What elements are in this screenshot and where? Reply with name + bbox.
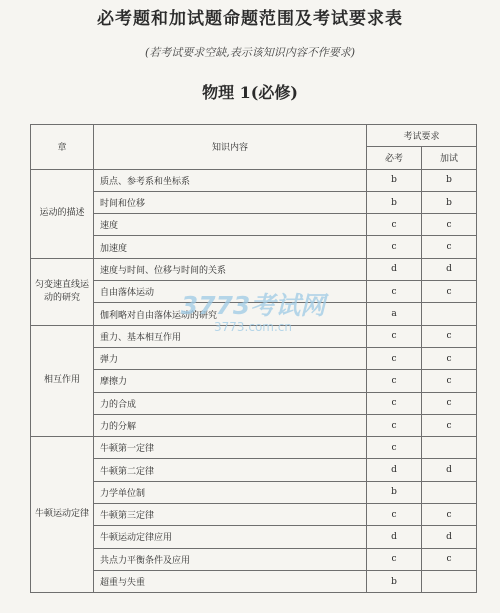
table-row (31, 548, 477, 570)
table-row (31, 392, 477, 414)
additional-grade-cell: c (422, 325, 477, 347)
topic-cell: 牛顿第二定律 (94, 459, 367, 481)
required-grade-cell: c (367, 392, 422, 414)
additional-grade-cell: c (422, 370, 477, 392)
table-row (31, 169, 477, 191)
required-grade-cell: c (367, 437, 422, 459)
additional-grade-cell: b (422, 169, 477, 191)
additional-grade-cell: c (422, 392, 477, 414)
chapter-cell: 相互作用 (31, 325, 94, 436)
additional-grade-cell: c (422, 214, 477, 236)
required-grade-cell: b (367, 191, 422, 213)
requirements-table (30, 124, 477, 593)
topic-cell: 伽利略对自由落体运动的研究 (94, 303, 367, 325)
required-grade-cell: b (367, 169, 422, 191)
table-row (31, 459, 477, 481)
required-grade-cell: c (367, 548, 422, 570)
topic-cell: 弹力 (94, 347, 367, 369)
additional-grade-cell (422, 481, 477, 503)
topic-cell: 牛顿运动定律应用 (94, 526, 367, 548)
additional-grade-cell: d (422, 526, 477, 548)
required-grade-cell: a (367, 303, 422, 325)
document-subtitle: (若考试要求空缺,表示该知识内容不作要求) (144, 46, 356, 59)
additional-grade-cell (422, 570, 477, 592)
additional-grade-cell (422, 437, 477, 459)
table-row (31, 504, 477, 526)
topic-cell: 共点力平衡条件及应用 (94, 548, 367, 570)
required-grade-cell: b (367, 481, 422, 503)
topic-cell: 自由落体运动 (94, 281, 367, 303)
required-grade-cell: c (367, 414, 422, 436)
additional-grade-cell: d (422, 258, 477, 280)
document-title: 必考题和加试题命题范围及考试要求表 (97, 9, 403, 29)
header-additional: 加试 (422, 147, 477, 169)
required-grade-cell: c (367, 236, 422, 258)
header-exam-requirement: 考试要求 (367, 125, 477, 147)
table-row (31, 481, 477, 503)
table-row (31, 437, 477, 459)
table-row (31, 303, 477, 325)
topic-cell: 超重与失重 (94, 570, 367, 592)
chapter-cell: 牛顿运动定律 (31, 437, 94, 593)
required-grade-cell: c (367, 325, 422, 347)
required-grade-cell: d (367, 258, 422, 280)
required-grade-cell: c (367, 214, 422, 236)
topic-cell: 力学单位制 (94, 481, 367, 503)
topic-cell: 重力、基本相互作用 (94, 325, 367, 347)
additional-grade-cell: c (422, 414, 477, 436)
section-heading: 物理 1(必修) (202, 83, 298, 102)
additional-grade-cell: c (422, 548, 477, 570)
header-knowledge: 知识内容 (94, 125, 367, 170)
topic-cell: 时间和位移 (94, 191, 367, 213)
watermark-sub: 3773.com.cn (214, 320, 292, 334)
table-body (31, 169, 477, 593)
topic-cell: 牛顿第一定律 (94, 437, 367, 459)
table-row (31, 347, 477, 369)
additional-grade-cell: b (422, 191, 477, 213)
chapter-cell: 匀变速直线运动的研究 (31, 258, 94, 325)
table-row (31, 191, 477, 213)
table-row (31, 214, 477, 236)
chapter-cell: 运动的描述 (31, 169, 94, 258)
table-header (31, 125, 477, 170)
table-row (31, 370, 477, 392)
topic-cell: 力的分解 (94, 414, 367, 436)
table-row (31, 570, 477, 592)
required-grade-cell: c (367, 504, 422, 526)
required-grade-cell: d (367, 526, 422, 548)
required-grade-cell: c (367, 370, 422, 392)
topic-cell: 速度 (94, 214, 367, 236)
topic-cell: 速度与时间、位移与时间的关系 (94, 258, 367, 280)
table-row (31, 281, 477, 303)
required-grade-cell: b (367, 570, 422, 592)
topic-cell: 牛顿第三定律 (94, 504, 367, 526)
required-grade-cell: c (367, 347, 422, 369)
additional-grade-cell (422, 303, 477, 325)
additional-grade-cell: c (422, 504, 477, 526)
header-chapter: 章 (31, 125, 94, 170)
additional-grade-cell: c (422, 236, 477, 258)
additional-grade-cell: c (422, 347, 477, 369)
watermark-main: 3773考试网 (180, 291, 326, 320)
additional-grade-cell: c (422, 281, 477, 303)
table-row (31, 414, 477, 436)
topic-cell: 摩擦力 (94, 370, 367, 392)
header-required: 必考 (367, 147, 422, 169)
table-row (31, 258, 477, 280)
topic-cell: 质点、参考系和坐标系 (94, 169, 367, 191)
topic-cell: 加速度 (94, 236, 367, 258)
table-row (31, 236, 477, 258)
additional-grade-cell: d (422, 459, 477, 481)
topic-cell: 力的合成 (94, 392, 367, 414)
table-row (31, 325, 477, 347)
required-grade-cell: d (367, 459, 422, 481)
required-grade-cell: c (367, 281, 422, 303)
table-row (31, 526, 477, 548)
